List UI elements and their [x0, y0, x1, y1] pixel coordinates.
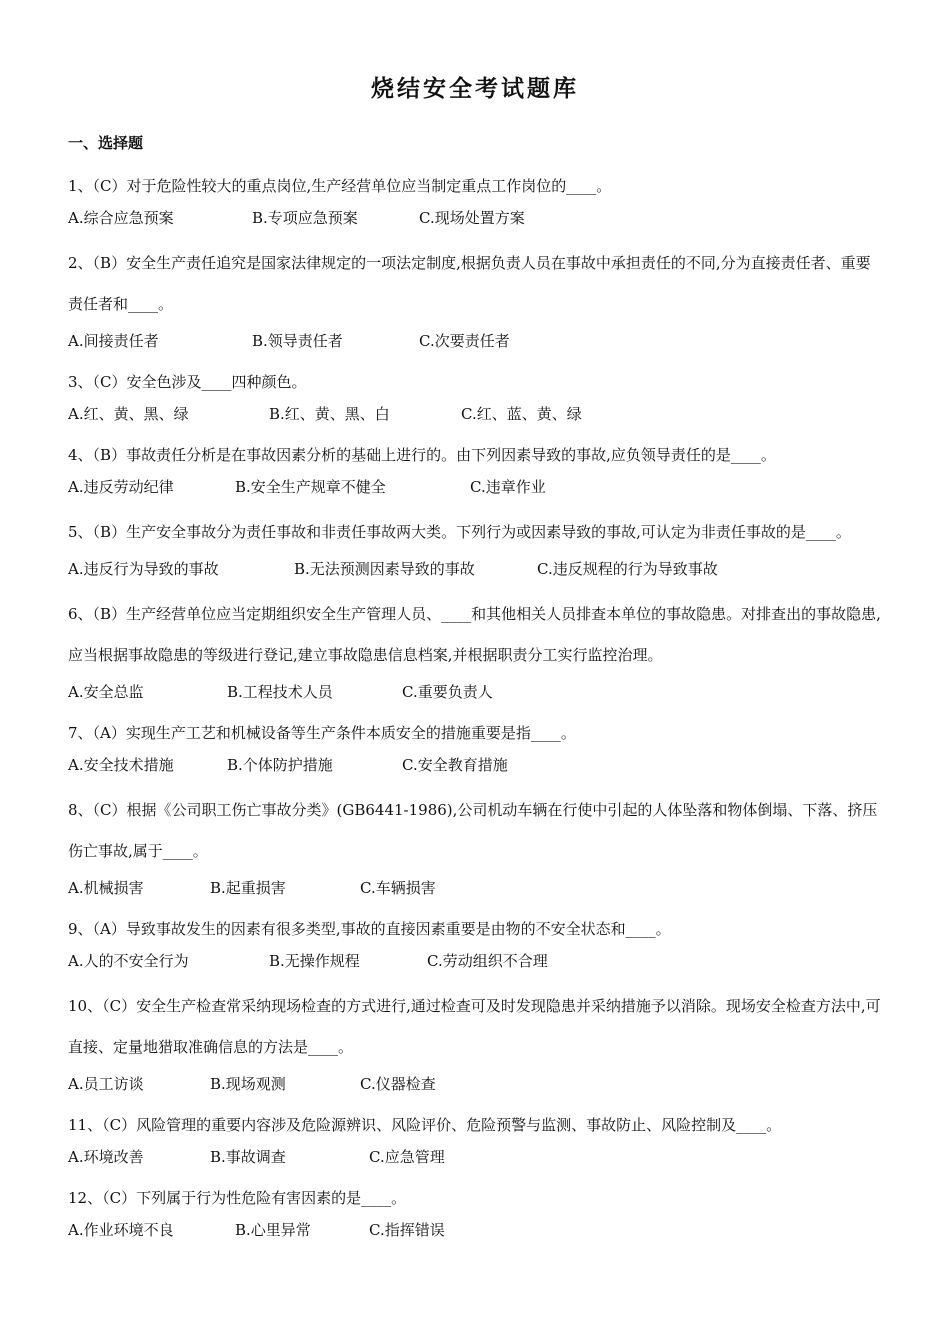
question-text: 10、（C）安全生产检查常采纳现场检查的方式进行,通过检查可及时发现隐患并采纳措施予以消除。现场安全检查方法中,可直接、定量地猎取准确信息的方法是____。 [68, 997, 881, 1056]
document-title: 烧结安全考试题库 [371, 75, 579, 102]
option-row [68, 398, 884, 439]
option-a: A.间接责任者 [68, 332, 159, 350]
option-row [68, 325, 884, 366]
option-c: C.车辆损害 [360, 879, 436, 897]
option-row [68, 471, 884, 512]
option-a: A.违反行为导致的事故 [68, 560, 219, 578]
option-b: B.无操作规程 [269, 952, 360, 970]
option-row [68, 1068, 884, 1109]
question-text: 4、（B）事故责任分析是在事故因素分析的基础上进行的。由下列因素导致的事故,应负领导责任的是____。 [68, 446, 776, 464]
option-c: C.重要负责人 [402, 683, 493, 701]
question-text: 1、（C）对于危险性较大的重点岗位,生产经营单位应当制定重点工作岗位的____。 [68, 177, 612, 195]
option-row [68, 945, 884, 986]
option-c: C.指挥错误 [369, 1221, 445, 1239]
option-b: B.专项应急预案 [252, 209, 358, 227]
question-item [68, 717, 884, 790]
option-row [68, 202, 884, 243]
option-row [68, 749, 884, 790]
option-b: B.个体防护措施 [227, 756, 333, 774]
option-row [68, 1141, 884, 1182]
question-item [68, 986, 884, 1109]
question-text: 11、（C）风险管理的重要内容涉及危险源辨识、风险评价、危险预警与监测、事故防止、风险控制及____。 [68, 1116, 782, 1134]
option-b: B.事故调查 [210, 1148, 286, 1166]
option-a: A.安全技术措施 [68, 756, 174, 774]
question-item [68, 439, 884, 512]
question-text: 2、（B）安全生产责任追究是国家法律规定的一项法定制度,根据负责人员在事故中承担责任的不同,分为直接责任者、重要责任者和____。 [68, 254, 871, 313]
option-a: A.综合应急预案 [68, 209, 174, 227]
option-a: A.红、黄、黑、绿 [68, 405, 189, 423]
question-item [68, 170, 884, 243]
question-item [68, 243, 884, 366]
question-item [68, 1182, 884, 1255]
option-c: C.违章作业 [470, 478, 546, 496]
option-row [68, 872, 884, 913]
option-b: B.心里异常 [235, 1221, 311, 1239]
option-c: C.次要责任者 [419, 332, 510, 350]
option-c: C.红、蓝、黄、绿 [461, 405, 582, 423]
question-text: 9、（A）导致事故发生的因素有很多类型,事故的直接因素重要是由物的不安全状态和____。 [68, 920, 671, 938]
question-text: 8、（C）根据《公司职工伤亡事故分类》(GB6441-1986),公司机动车辆在行使中引起的人体坠落和物体倒塌、下落、挤压伤亡事故,属于____。 [68, 801, 878, 860]
option-a: A.作业环境不良 [68, 1221, 174, 1239]
option-c: C.违反规程的行为导致事故 [537, 560, 718, 578]
option-row [68, 553, 884, 594]
question-item [68, 594, 884, 717]
question-text: 12、（C）下列属于行为性危险有害因素的是____。 [68, 1189, 407, 1207]
question-item [68, 366, 884, 439]
option-c: C.应急管理 [369, 1148, 445, 1166]
option-c: C.仪器检查 [360, 1075, 436, 1093]
option-c: C.安全教育措施 [402, 756, 508, 774]
option-c: C.劳动组织不合理 [427, 952, 548, 970]
option-b: B.起重损害 [210, 879, 286, 897]
question-item [68, 1109, 884, 1182]
option-b: B.安全生产规章不健全 [235, 478, 386, 496]
option-b: B.红、黄、黑、白 [269, 405, 390, 423]
option-a: A.人的不安全行为 [68, 952, 189, 970]
option-b: B.领导责任者 [252, 332, 343, 350]
question-item [68, 913, 884, 986]
option-row [68, 1214, 884, 1255]
option-a: A.违反劳动纪律 [68, 478, 174, 496]
option-b: B.工程技术人员 [227, 683, 333, 701]
option-c: C.现场处置方案 [419, 209, 525, 227]
question-list [68, 170, 884, 1255]
option-row [68, 676, 884, 717]
question-text: 3、（C）安全色涉及____四种颜色。 [68, 373, 307, 391]
question-item [68, 790, 884, 913]
option-a: A.员工访谈 [68, 1075, 144, 1093]
question-text: 7、（A）实现生产工艺和机械设备等生产条件本质安全的措施重要是指____。 [68, 724, 576, 742]
option-b: B.现场观测 [210, 1075, 286, 1093]
option-a: A.安全总监 [68, 683, 144, 701]
question-text: 5、（B）生产安全事故分为责任事故和非责任事故两大类。下列行为或因素导致的事故,可认定为非责任事故的是____。 [68, 523, 851, 541]
option-a: A.机械损害 [68, 879, 144, 897]
option-b: B.无法预测因素导致的事故 [294, 560, 475, 578]
section-heading: 一、选择题 [68, 134, 144, 152]
question-item [68, 512, 884, 594]
option-a: A.环境改善 [68, 1148, 144, 1166]
question-text: 6、（B）生产经营单位应当定期组织安全生产管理人员、____和其他相关人员排查本单位的事故隐患。对排查出的事故隐患,应当根据事故隐患的等级进行登记,建立事故隐患信息档案,并根据职责分工实行监控治理。 [68, 605, 881, 664]
